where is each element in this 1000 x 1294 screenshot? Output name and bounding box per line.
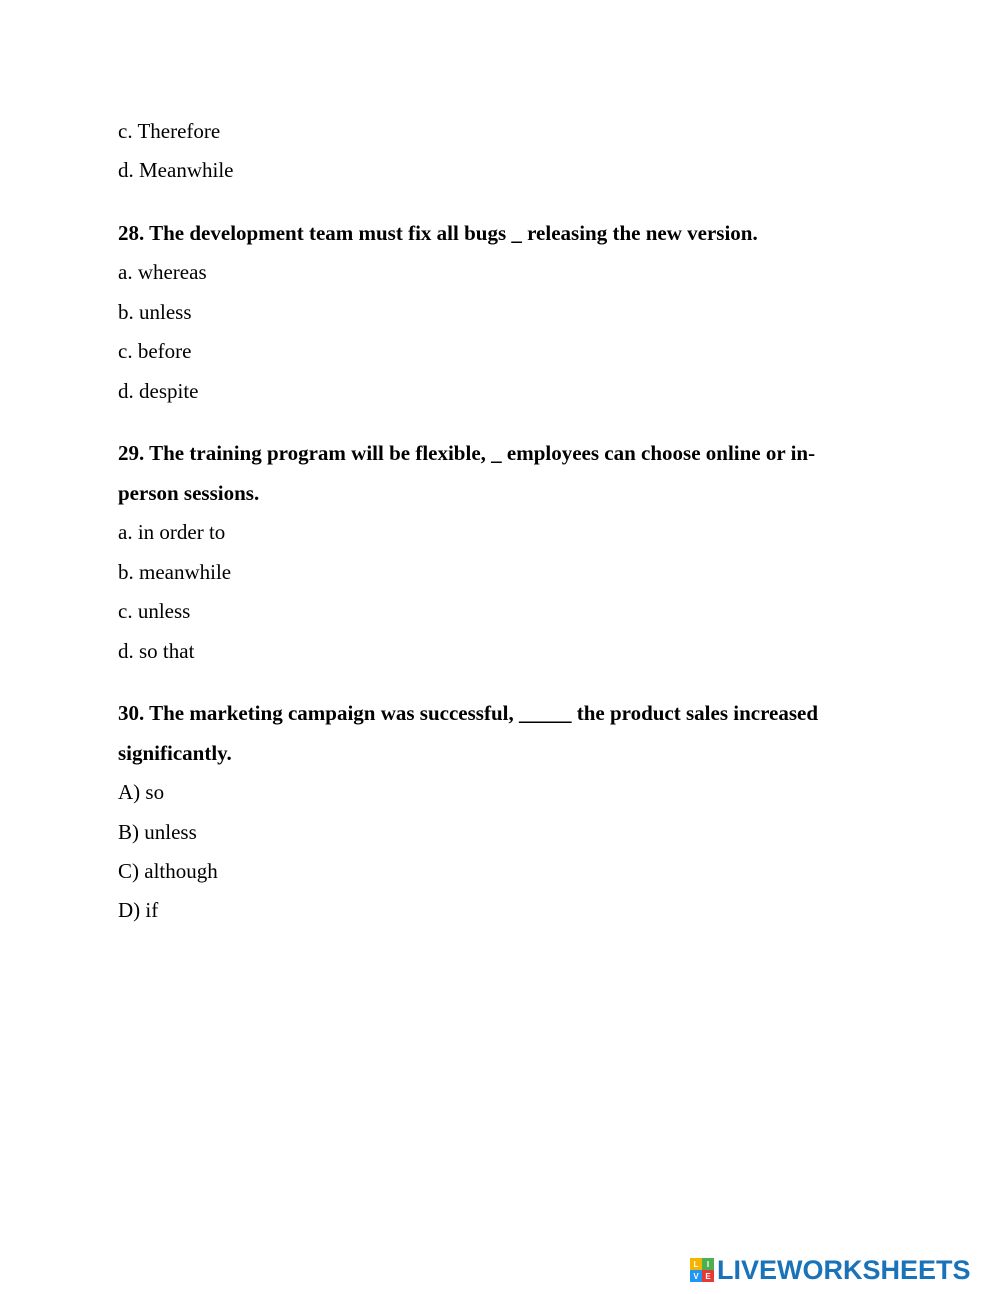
q30-option-d: D) if: [118, 898, 159, 922]
logo-mark-e: E: [702, 1270, 714, 1282]
q28-option-b: b. unless: [118, 300, 192, 324]
q30-option-a: A) so: [118, 780, 165, 804]
logo-text: LIVEWORKSHEETS: [717, 1254, 971, 1285]
question-30-continued: significantly.: [118, 741, 232, 765]
question-29-continued: person sessions.: [118, 481, 260, 505]
q27-option-c: c. Therefore: [118, 119, 221, 143]
live-logo-icon: [690, 1258, 714, 1282]
q28-option-a: a. whereas: [118, 260, 207, 284]
question-30: 30. The marketing campaign was successful, _____ the product sales increased: [118, 701, 819, 725]
q29-option-a: a. in order to: [118, 520, 226, 544]
question-29: 29. The training program will be flexible, _ employees can choose online or in-: [118, 441, 816, 465]
q28-option-d: d. despite: [118, 379, 199, 403]
q28-option-c: c. before: [118, 339, 192, 363]
q27-option-d: d. Meanwhile: [118, 158, 234, 182]
q29-option-c: c. unless: [118, 599, 191, 623]
q29-option-d: d. so that: [118, 639, 195, 663]
liveworksheets-logo: [690, 1255, 971, 1285]
logo-mark-v: V: [690, 1270, 702, 1282]
logo-mark-i: I: [702, 1258, 714, 1270]
logo-mark-l: L: [690, 1258, 702, 1270]
q30-option-c: C) although: [118, 859, 218, 883]
q29-option-b: b. meanwhile: [118, 560, 232, 584]
q30-option-b: B) unless: [118, 820, 197, 844]
question-28: 28. The development team must fix all bugs _ releasing the new version.: [118, 221, 758, 245]
